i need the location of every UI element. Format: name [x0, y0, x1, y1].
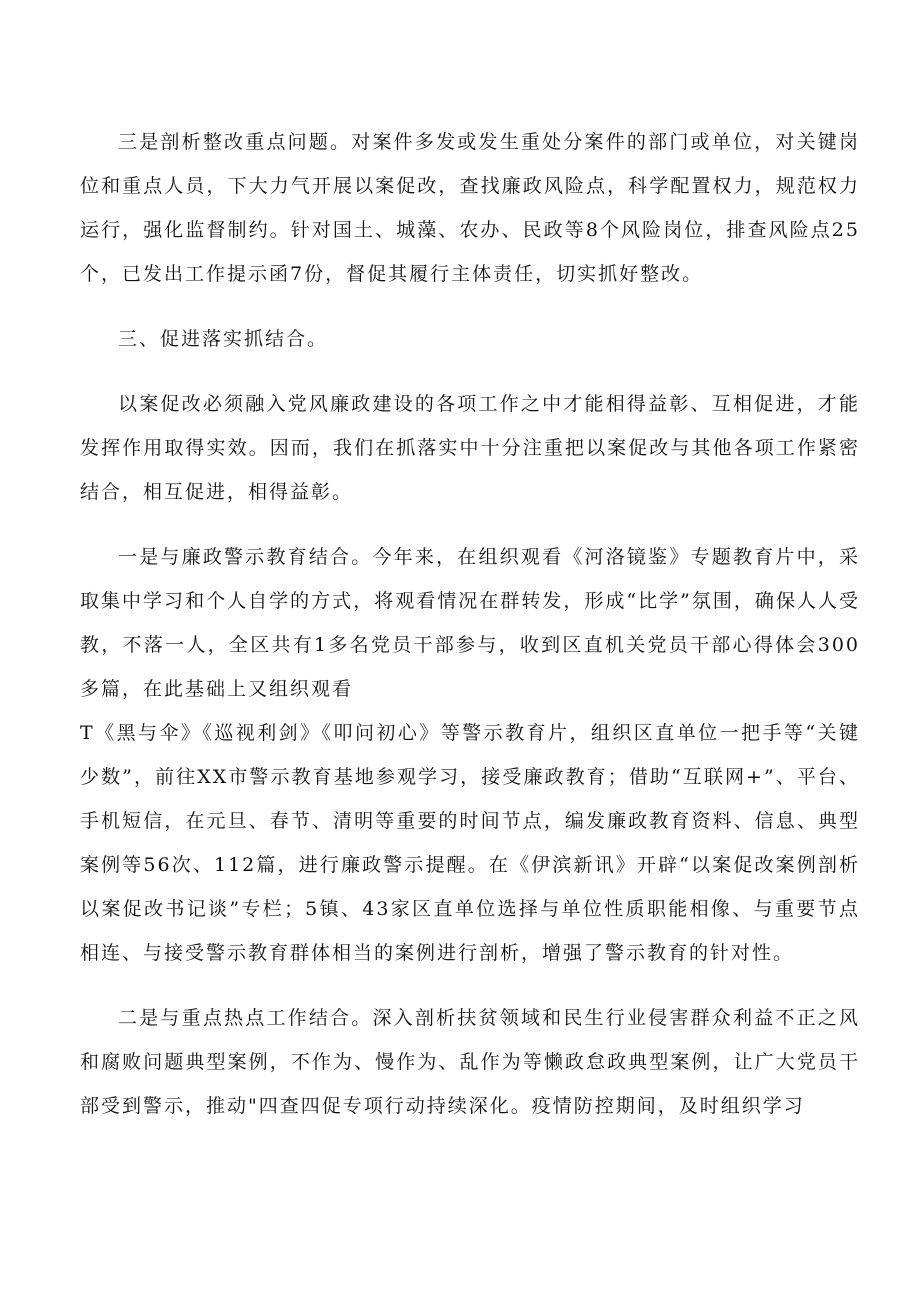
document-page — [80, 120, 860, 1128]
paragraph-key-work: 二是与重点热点工作结合。深入剖析扶贫领域和民生行业侵害群众利益不正之风和腐败问题典型案例，不作为、慢作为、乱作为等懒政怠政典型案例，让广大党员干部受到警示，推动"四查四促专项行动持续深化。疫情防控期间，及时组织学习 — [80, 1007, 860, 1117]
section-heading-implementation: 三、促进落实抓结合。 — [118, 328, 329, 350]
paragraph-warning-education-continued: T《黑与伞》《巡视利剑》《叩问初心》等警示教育片，组织区直单位一把手等“关键少数”，前往XX市警示教育基地参观学习，接受廉政教育；借助“互联网+”、平台、手机短信，在元旦、春节、清明等重要的时间节点，编发廉政教育资料、信息、典型案例等56次、112篇，进行廉政警示提醒。在《伊滨新讯》开辟“以案促改案例剖析以案促改书记谈”专栏；5镇、43家区直单位选择与单位性质职能相像、与重要节点相连、与接受警示教育群体相当的案例进行剖析，增强了警示教育的针对性。 — [80, 722, 860, 964]
paragraph-rectification-issues: 三是剖析整改重点问题。对案件多发或发生重处分案件的部门或单位，对关键岗位和重点人员，下大力气开展以案促改，查找廉政风险点，科学配置权力，规范权力运行，强化监督制约。针对国土、城藻、农办、民政等8个风险岗位，排查风险点25个，已发出工作提示函7份，督促其履行主体责任，切实抓好整改。 — [80, 131, 860, 285]
paragraph-warning-education: 一是与廉政警示教育结合。今年来，在组织观看《河洛镜鉴》专题教育片中，采取集中学习和个人自学的方式，将观看情况在群转发，形成“比学”氛围，确保人人受教，不落一人，全区共有1多名党员干部参与，收到区直机关党员干部心得体会300多篇，在此基础上又组织观看 — [80, 546, 860, 700]
paragraph-integration-intro: 以案促改必须融入党风廉政建设的各项工作之中才能相得益彰、互相促进，才能发挥作用取得实效。因而，我们在抓落实中十分注重把以案促改与其他各项工作紧密结合，相互促进，相得益彰。 — [80, 393, 860, 503]
